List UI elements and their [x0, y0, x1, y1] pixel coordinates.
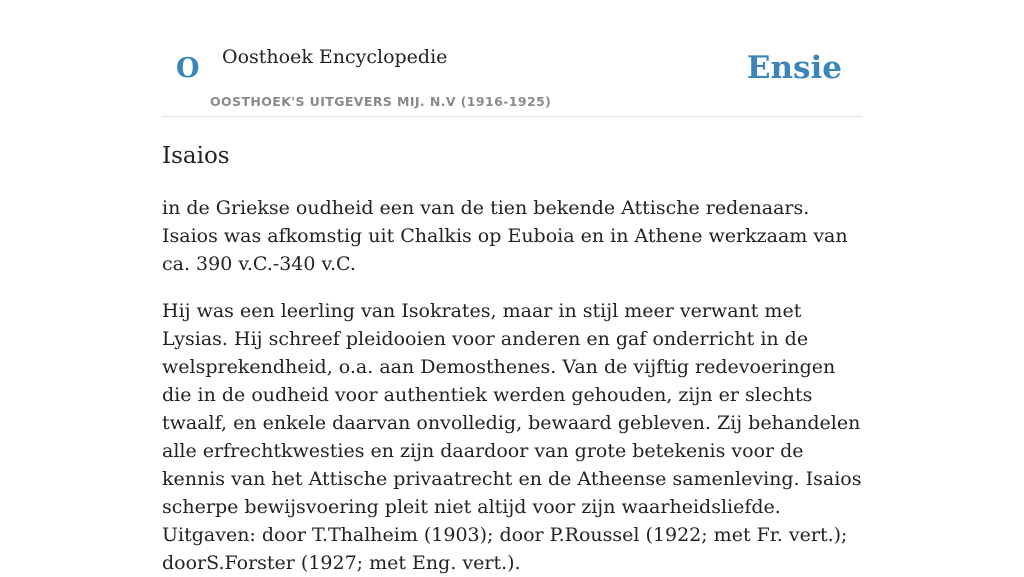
site-title[interactable]: Oosthoek Encyclopedie	[222, 46, 448, 68]
article-paragraph: Hij was een leerling van Isokrates, maar in stijl meer verwant met Lysias. Hij schreef pleidooien voor anderen en gaf onderricht in de welsprekendheid, o.a. aan Demosthenes. Van de vijftig redevoeringen die in de oudheid voor authentiek werden gehouden, zijn er slechts twaalf, en enkele daarvan onvolledig, bewaard gebleven. Zij behandelen alle erfrechtkwesties en zijn daardoor van grote betekenis voor de kennis van het Attische privaatrecht en de Atheense samenleving. Isaios scherpe bewijsvoering pleit niet altijd voor zijn waarheidsliefde. Uitgaven: door T.Thalheim (1903); door P.Roussel (1922; met Fr. vert.); doorS.Forster (1927; met Eng. vert.).	[162, 300, 862, 574]
oosthoek-logo[interactable]: O	[176, 53, 200, 84]
publisher-label: OOSTHOEK'S UITGEVERS MIJ. N.V (1916-1925)	[210, 94, 552, 109]
article-paragraph: in de Griekse oudheid een van de tien bekende Attische redenaars. Isaios was afkomstig uit Chalkis op Euboia en in Athene werkzaam van ca. 390 v.C.-340 v.C.	[162, 197, 848, 275]
page-container	[162, 0, 862, 577]
article-title: Isaios	[162, 143, 230, 169]
site-header	[162, 0, 862, 117]
ensie-brand-link[interactable]: Ensie	[746, 50, 842, 86]
